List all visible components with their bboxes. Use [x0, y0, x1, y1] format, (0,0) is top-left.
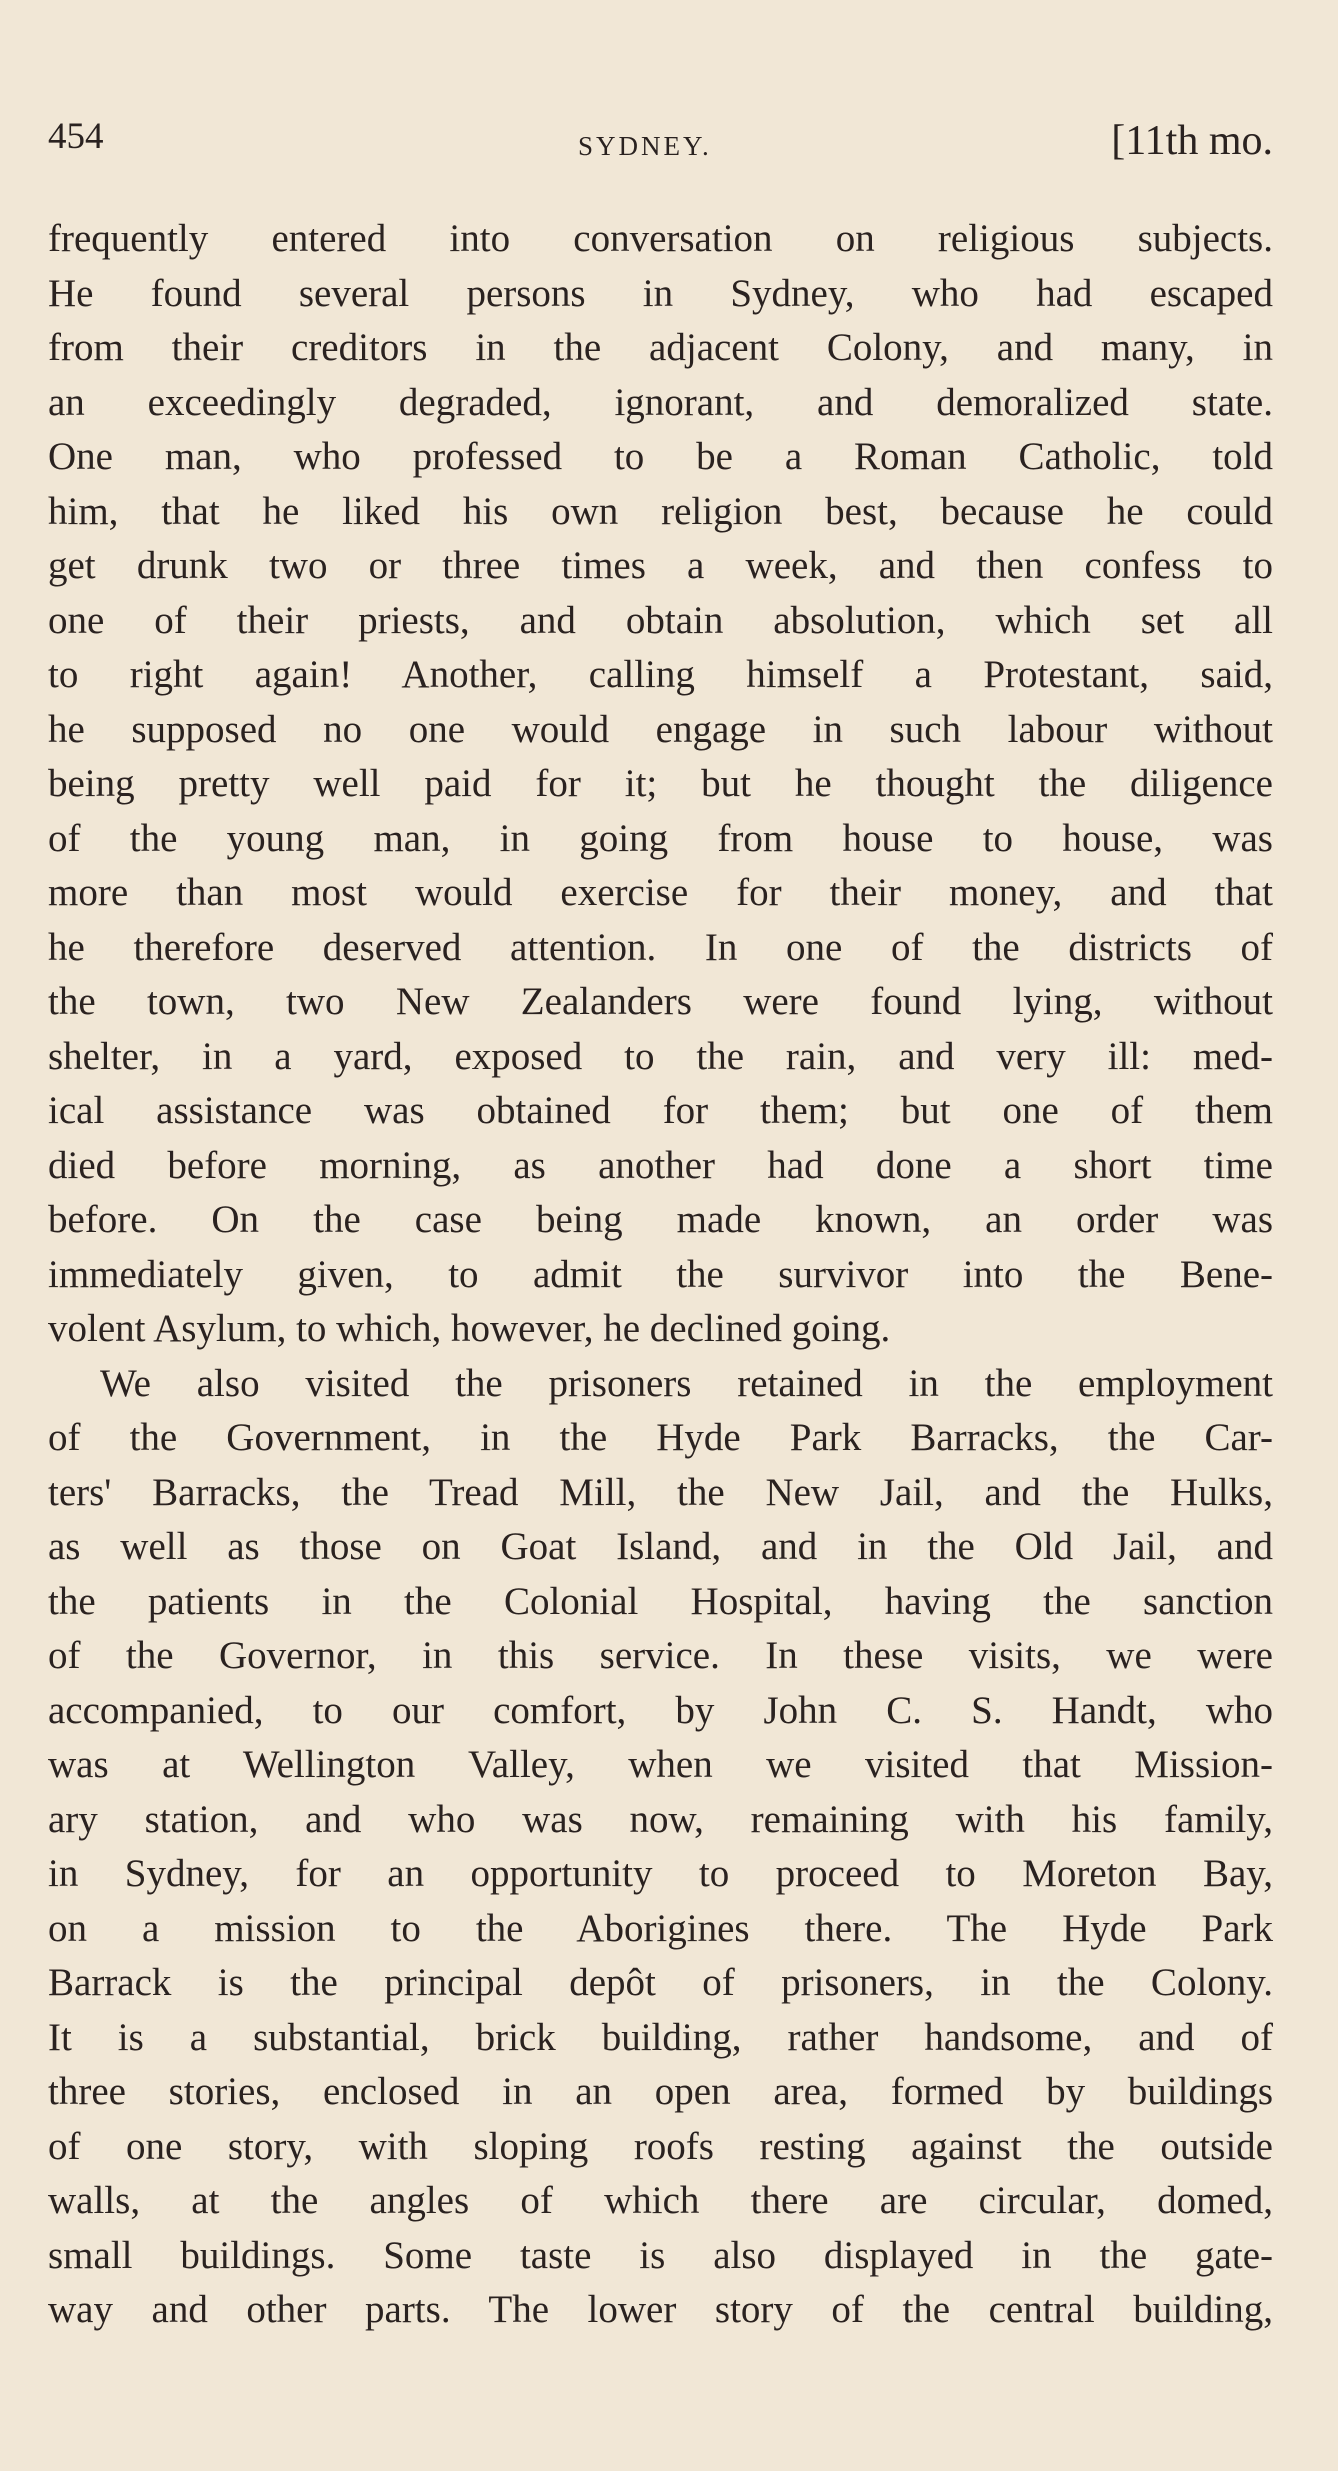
text-line: of the young man, in going from house to house, was	[48, 816, 1273, 860]
text-line: being pretty well paid for it; but he thought the diligence	[48, 762, 1273, 805]
running-header	[48, 115, 1273, 175]
text-line: It is a substantial, brick building, rather handsome, and of	[48, 2015, 1273, 2059]
text-line: volent Asylum, to which, however, he declined going.	[48, 1307, 891, 1350]
text-line: he therefore deserved attention. In one of the districts of	[48, 925, 1273, 969]
text-line: one of their priests, and obtain absolution, which set all	[48, 598, 1273, 642]
text-line: from their creditors in the adjacent Colony, and many, in	[48, 326, 1273, 369]
text-line: to right again! Another, calling himself a Protestant, said,	[48, 653, 1273, 696]
running-title: SYDNEY.	[578, 131, 712, 161]
text-line: One man, who professed to be a Roman Catholic, told	[48, 435, 1273, 478]
paragraph-first-line: We also visited the prisoners retained in the employment	[100, 1361, 1273, 1405]
text-line: was at Wellington Valley, when we visited that Mission-	[48, 1743, 1273, 1786]
text-line: small buildings. Some taste is also displayed in the gate-	[48, 2233, 1273, 2277]
text-line: walls, at the angles of which there are circular, domed,	[48, 2179, 1273, 2222]
text-line: before. On the case being made known, an order was	[48, 1198, 1273, 1241]
text-line: died before morning, as another had done a short time	[48, 1143, 1273, 1187]
text-line: way and other parts. The lower story of the central building,	[48, 2288, 1273, 2331]
text-line: shelter, in a yard, exposed to the rain, and very ill: med-	[48, 1034, 1273, 1078]
text-line: more than most would exercise for their money, and that	[48, 871, 1273, 914]
text-line: ary station, and who was now, remaining with his family,	[48, 1797, 1273, 1841]
text-line: in Sydney, for an opportunity to proceed to Moreton Bay,	[48, 1852, 1273, 1895]
text-line: of the Governor, in this service. In these visits, we were	[48, 1634, 1273, 1677]
text-line: of one story, with sloping roofs resting against the outside	[48, 2124, 1273, 2168]
text-line: Barrack is the principal depôt of prisoners, in the Colony.	[48, 1961, 1273, 2004]
text-line: frequently entered into conversation on religious subjects.	[48, 217, 1273, 260]
text-line: immediately given, to admit the survivor into the Bene-	[48, 1252, 1273, 1296]
body-text	[48, 212, 1273, 2338]
text-line: ters' Barracks, the Tread Mill, the New Jail, and the Hulks,	[48, 1470, 1273, 1514]
page-number: 454	[48, 116, 104, 157]
text-line: the town, two New Zealanders were found lying, without	[48, 980, 1273, 1023]
section-marker: [11th mo.	[1111, 118, 1273, 164]
text-line: of the Government, in the Hyde Park Barracks, the Car-	[48, 1416, 1273, 1459]
text-line: ical assistance was obtained for them; but one of them	[48, 1089, 1273, 1132]
text-line: an exceedingly degraded, ignorant, and demoralized state.	[48, 380, 1273, 424]
text-line: he supposed no one would engage in such labour without	[48, 707, 1273, 751]
text-line: accompanied, to our comfort, by John C. S. Handt, who	[48, 1688, 1273, 1732]
text-line: He found several persons in Sydney, who had escaped	[48, 271, 1273, 315]
text-line: on a mission to the Aborigines there. The Hyde Park	[48, 1906, 1273, 1950]
text-line: get drunk two or three times a week, and then confess to	[48, 544, 1273, 587]
text-line: as well as those on Goat Island, and in the Old Jail, and	[48, 1525, 1273, 1568]
text-line: the patients in the Colonial Hospital, having the sanction	[48, 1579, 1273, 1623]
text-line: three stories, enclosed in an open area, formed by buildings	[48, 2070, 1273, 2113]
text-line: him, that he liked his own religion best, because he could	[48, 489, 1273, 533]
